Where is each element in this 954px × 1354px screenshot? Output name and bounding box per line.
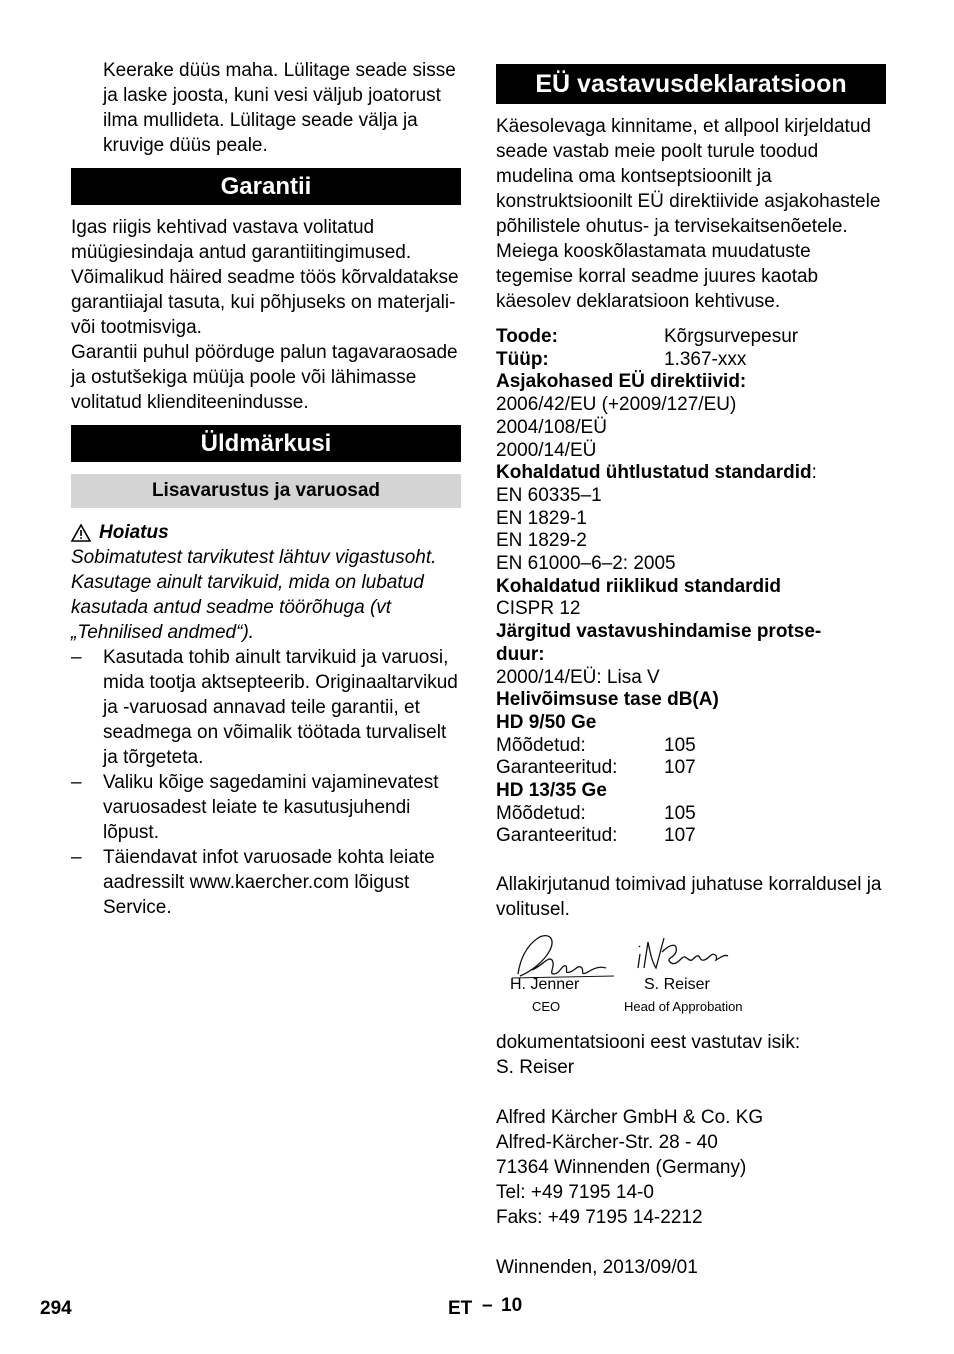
declaration-heading: EÜ vastavusdeklaratsioon (496, 64, 886, 104)
dash-marker: – (71, 647, 82, 668)
uldmarkusi-heading: Üldmärkusi (71, 425, 461, 462)
garantii-paragraph-2: Garantii puhul pöörduge palun tagavaraosade ja ostutšekiga müüja poole või lähimasse volitatud klienditeenindusse. (71, 342, 458, 413)
type-label: Tüüp: (496, 348, 549, 370)
standards-title (496, 462, 886, 485)
product-value: Kõrgsurvepesur (664, 326, 799, 347)
left-column (71, 58, 461, 920)
sub-page-number: 10 (501, 1295, 523, 1316)
procedure-title-line-1: Järgitud vastavushindamise protse- (496, 621, 822, 643)
signer-1-role: CEO (532, 999, 561, 1015)
doc-person-name: S. Reiser (496, 1057, 575, 1079)
address-line: Alfred Kärcher GmbH & Co. KG (496, 1107, 764, 1129)
warning-text: Sobimatutest tarvikutest lähtuv vigastusoht. Kasutage ainult tarvikuid, mida on lubatud kasutada antud seadme töörõhuga (vt „Tehnilised andmed“). (71, 547, 437, 643)
standards-title-colon: : (811, 462, 817, 484)
dash-marker: – (71, 847, 82, 868)
warning-title (71, 520, 461, 545)
signed-statement: Allakirjutanud toimivad juhatuse korraldusel ja volitusel. (496, 874, 882, 921)
list-item-text: Täiendavat infot varuosade kohta leiate aadressilt www.kaercher.com lõigust Service. (103, 847, 435, 918)
measured-label: Mõõdetud: (496, 734, 586, 756)
signer-1-name: H. Jenner (510, 976, 580, 994)
date-place: Winnenden, 2013/09/01 (496, 1257, 698, 1279)
doc-person-label: dokumentatsiooni eest vastutav isik: (496, 1032, 801, 1054)
standard-item: EN 1829-2 (496, 530, 587, 552)
standard-item: EN 61000–6–2: 2005 (496, 553, 676, 575)
guaranteed-row (496, 757, 886, 780)
signature-reiser (634, 932, 734, 976)
standards-title-text: Kohaldatud ühtlustatud standardid (496, 462, 812, 484)
product-row (496, 326, 886, 349)
national-standard-item: CISPR 12 (496, 598, 581, 620)
warning-triangle-icon (71, 524, 91, 542)
footer-dash: – (482, 1295, 493, 1316)
signer-2-role: Head of Approbation (624, 999, 743, 1015)
directives-title: Asjakohased EÜ direktiivid: (496, 371, 747, 393)
standard-item: EN 60335–1 (496, 484, 602, 506)
declaration-paragraph: Käesolevaga kinnitame, et allpool kirjeldatud seade vastab meie poolt turule toodud mudelina oma kontseptsioonilt ja konstruktsioonilt EÜ direktiivide asjakohastele põhilistele ohutus- ja tervisekaitsenõetele. Meiega kooskõlastamata muudatuste tegemise korral seadme juures kaotab käesolev deklaratsioon kehtivuse. (496, 116, 881, 312)
noise-title: Helivõimsuse tase dB(A) (496, 689, 719, 711)
page-number: 294 (40, 1298, 72, 1319)
dash-marker: – (71, 772, 82, 793)
signer-2-name: S. Reiser (644, 976, 710, 994)
list-item (71, 845, 461, 920)
guaranteed-label: Garanteeritud: (496, 757, 618, 779)
list-item-text: Valiku kõige sagedamini vajaminevatest varuosadest leiate te kasutusjuhendi lõpust. (103, 772, 439, 843)
procedure-title-line-2: duur: (496, 643, 545, 665)
model-name: HD 13/35 Ge (496, 780, 607, 802)
garantii-paragraph-1: Igas riigis kehtivad vastava volitatud müügiesindaja antud garantiitingimused. Võimalikud häired seadme töös kõrvaldatakse garantiiajal tasuta, kui põhjuseks on materjali- või tootmisviga. (71, 217, 459, 338)
measured-label: Mõõdetud: (496, 802, 586, 824)
measured-value: 105 (664, 734, 696, 756)
right-column (496, 64, 886, 1280)
guaranteed-row (496, 825, 886, 848)
guaranteed-label: Garanteeritud: (496, 825, 618, 847)
garantii-heading: Garantii (71, 168, 461, 205)
measured-row (496, 735, 886, 758)
standard-item: EN 1829-1 (496, 507, 587, 529)
list-item (71, 770, 461, 845)
address-line: Faks: +49 7195 14-2212 (496, 1207, 703, 1229)
national-standards-title: Kohaldatud riiklikud standardid (496, 575, 782, 597)
signatures (496, 930, 886, 1030)
type-value: 1.367-xxx (664, 348, 747, 370)
product-label: Toode: (496, 326, 558, 347)
warning-label: Hoiatus (99, 522, 169, 543)
address-line: Alfred-Kärcher-Str. 28 - 40 (496, 1132, 718, 1154)
directive-item: 2004/108/EÜ (496, 416, 607, 438)
measured-value: 105 (664, 802, 696, 824)
list-item-text: Kasutada tohib ainult tarvikuid ja varuosi, mida tootja aktsepteerib. Originaaltarvikud ja -varuosad annavad teile garantii, et seadmega on võimalik töötada turvaliselt ja tõrgeteta. (103, 647, 458, 768)
measured-row (496, 803, 886, 826)
intro-text: Keerake düüs maha. Lülitage seade sisse ja laske joosta, kuni vesi väljub joatorust ilma mullideta. Lülitage seade välja ja kruvige düüs peale. (103, 60, 456, 156)
guaranteed-value: 107 (664, 757, 696, 779)
procedure-value: 2000/14/EÜ: Lisa V (496, 666, 660, 688)
accessories-subheading: Lisavarustus ja varuosad (71, 474, 461, 508)
list-item (71, 645, 461, 770)
address-line: Tel: +49 7195 14-0 (496, 1182, 654, 1204)
language-code: ET (448, 1298, 473, 1319)
model-name: HD 9/50 Ge (496, 711, 597, 733)
guaranteed-value: 107 (664, 825, 696, 847)
directive-item: 2006/42/EU (+2009/127/EU) (496, 394, 737, 416)
address-line: 71364 Winnenden (Germany) (496, 1157, 747, 1179)
directive-item: 2000/14/EÜ (496, 439, 597, 461)
type-row (496, 349, 886, 372)
